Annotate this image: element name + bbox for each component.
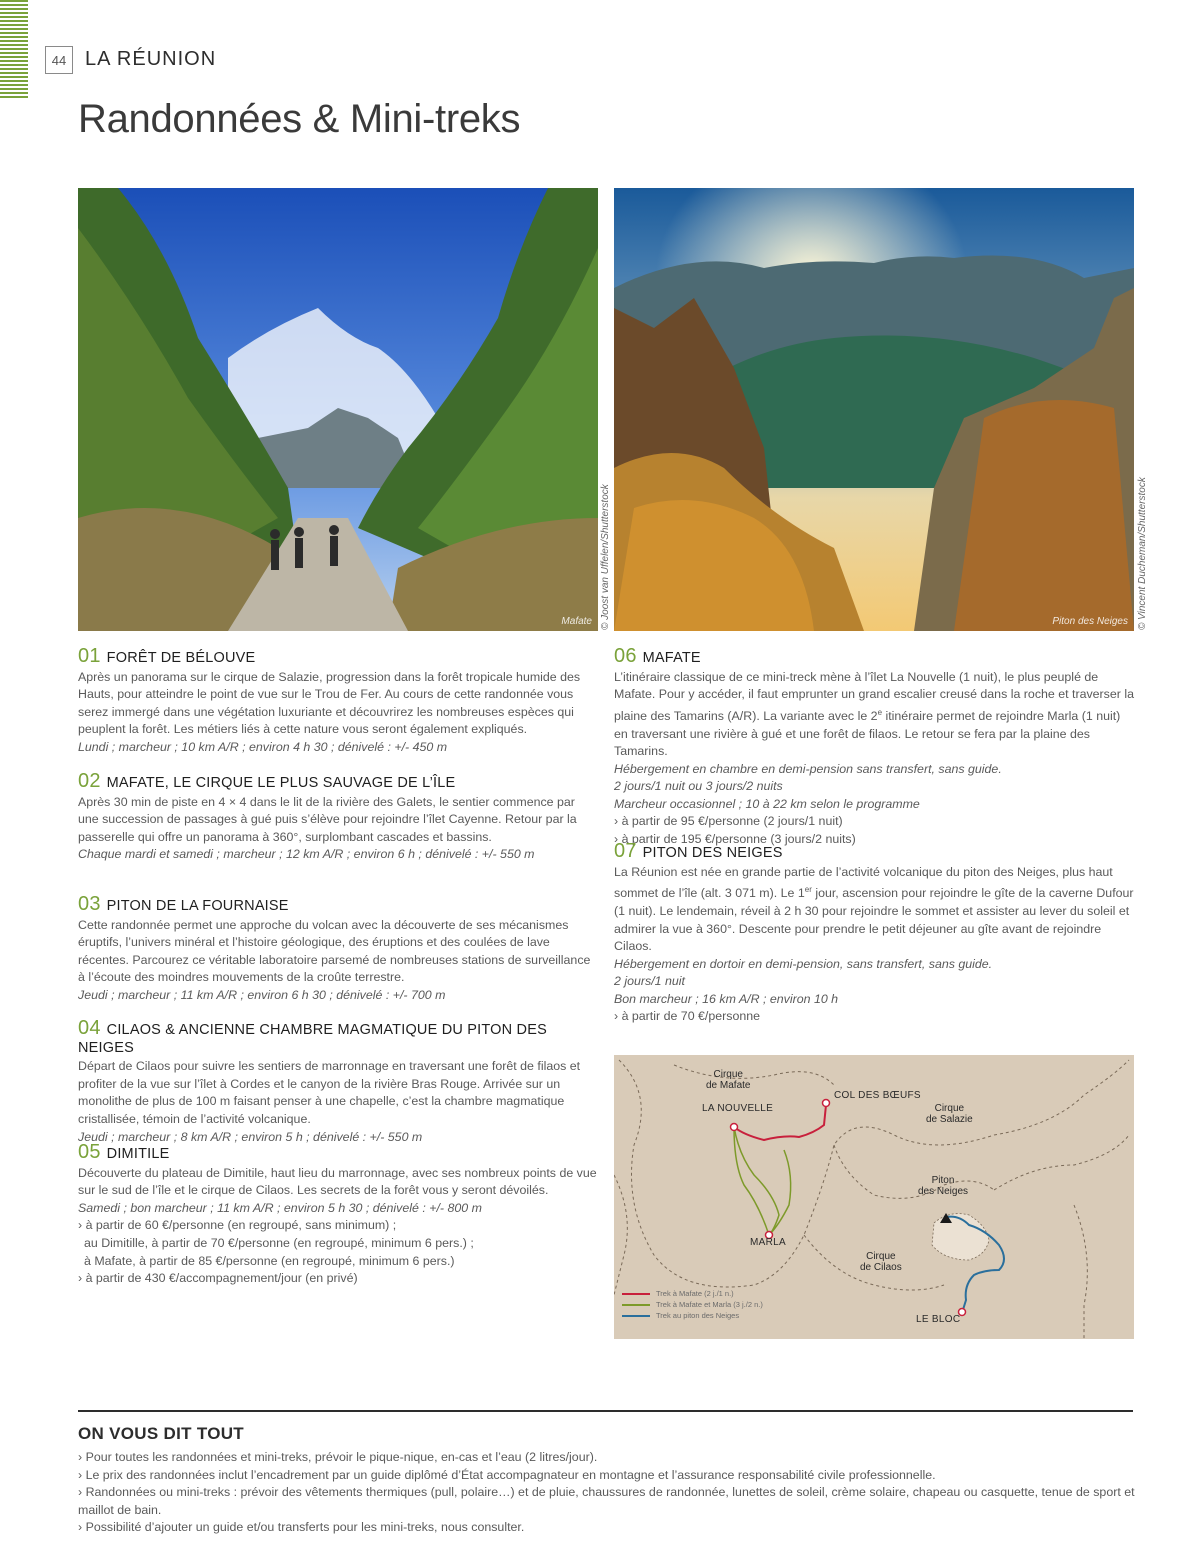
piton-des-neiges-landscape-image <box>614 188 1134 631</box>
trek-details: Hébergement en chambre en demi-pension sans transfert, sans guide. <box>614 761 1002 776</box>
trek-title <box>78 1017 598 1057</box>
price-list <box>78 1217 598 1287</box>
price-item: › à partir de 195 €/personne (3 jours/2 nuits) <box>614 832 856 847</box>
trek-details: Jeudi ; marcheur ; 11 km A/R ; environ 6 h 30 ; dénivelé : +/- 700 m <box>78 987 446 1002</box>
map-label-cirque-cilaos <box>860 1251 902 1273</box>
info-item: › Possibilité d’ajouter un guide et/ou transferts pour les mini-treks, nous consulter. <box>78 1520 525 1535</box>
trek-05 <box>78 1141 598 1288</box>
trek-number: 07 <box>614 840 637 862</box>
trek-details: 2 jours/1 nuit ou 3 jours/2 nuits <box>614 779 783 794</box>
section-divider <box>78 1410 1133 1412</box>
trek-name: PITON DE LA FOURNAISE <box>106 898 289 914</box>
trek-07 <box>614 840 1134 1026</box>
info-title: ON VOUS DIT TOUT <box>78 1424 244 1443</box>
legend-swatch <box>622 1315 650 1317</box>
price-item: › à partir de 430 €/accompagnement/jour (en privé) <box>78 1271 358 1286</box>
trek-title <box>78 645 598 668</box>
legend-swatch <box>622 1304 650 1306</box>
trek-details: Chaque mardi et samedi ; marcheur ; 12 km A/R ; environ 6 h ; dénivelé : +/- 550 m <box>78 847 535 862</box>
trek-description: Après un panorama sur le cirque de Salazie, progression dans la forêt tropicale humide des Hauts, pour atteindre le point de vue sur le Trou de Fer. Au cours de cette randonnée vous serez immergé dans une végétation luxuriante et découvrirez les nombreuses espèces qui peuplent la forêt. Les métiers liés à cette nature vous seront également expliqués. <box>78 669 581 737</box>
label-text: Cirque de Cilaos <box>860 1251 902 1273</box>
map-label-cirque-mafate <box>706 1069 750 1091</box>
trek-name: MAFATE, LE CIRQUE LE PLUS SAUVAGE DE L’ÎLE <box>106 775 456 791</box>
section-title: LA RÉUNION <box>85 48 217 70</box>
price-list <box>614 1008 1134 1026</box>
trek-01 <box>78 645 598 757</box>
info-item: › Le prix des randonnées inclut l’encadrement par un guide diplômé d’État accompagnateur en montagne et l’assurance responsabilité civile professionnelle. <box>78 1467 936 1482</box>
description-part: L’itinéraire classique de ce mini-treck mène à l’îlet La Nouvelle (1 nuit), le plus peuplé de Mafate. Pour y accéder, il faut emprunter un grand escalier creusé dans la roche et traverser la plaine des Tamarins (A/R). La variante avec le 2 <box>614 669 1134 723</box>
trek-06 <box>614 645 1134 849</box>
price-item: › à partir de 60 €/personne (en regroupé, sans minimum) ; <box>78 1218 397 1233</box>
description-part: jour, ascension pour rejoindre le gîte de la caverne Dufour (1 nuit). Le lendemain, réveil à 2 h 30 pour rejoindre le sommet et assister au lever du soleil et admirer la vue à 360°. Descente pour prendre le petit déjeuner au gîte avant de rejoindre Cilaos. <box>614 886 1134 954</box>
trek-details: Bon marcheur ; 16 km A/R ; environ 10 h <box>614 991 839 1006</box>
photo-piton-des-neiges <box>614 188 1134 631</box>
photo-caption: Mafate <box>561 616 592 627</box>
trek-03 <box>78 893 598 1005</box>
label-text: Cirque de Mafate <box>706 1069 751 1091</box>
trek-details: Marcheur occasionnel ; 10 à 22 km selon le programme <box>614 796 920 811</box>
price-item: au Dimitille, à partir de 70 €/personne (en regroupé, minimum 6 pers.) ; <box>84 1235 474 1250</box>
info-item: › Randonnées ou mini-treks : prévoir des vêtements thermiques (pull, polaire…) et de pluie, chaussures de randonnée, lunettes de soleil, crème solaire, chapeau ou casquette, tenue de sport et maillot de bain. <box>78 1485 1135 1517</box>
map-legend <box>622 1288 763 1321</box>
trek-number: 03 <box>78 893 101 915</box>
photo-credit: © Vincent Ducheman/Shutterstock <box>1137 477 1148 630</box>
label-text: Cirque de Salazie <box>926 1103 973 1125</box>
price-item: › à partir de 95 €/personne (2 jours/1 nuit) <box>614 814 843 829</box>
description-part: La Réunion est née en grande partie de l’activité volcanique du piton des Neiges, plus haut sommet de l’île (alt. 3 071 m). Le 1 <box>614 864 1113 901</box>
trek-details: Lundi ; marcheur ; 10 km A/R ; environ 4 h 30 ; dénivelé : +/- 450 m <box>78 739 448 754</box>
info-list <box>78 1449 1158 1537</box>
label-text: Piton des Neiges <box>918 1175 969 1197</box>
trek-name: CILAOS & ANCIENNE CHAMBRE MAGMATIQUE DU PITON DES NEIGES <box>78 1022 547 1056</box>
trek-details: Samedi ; bon marcheur ; 11 km A/R ; environ 5 h 30 ; dénivelé : +/- 800 m <box>78 1200 482 1215</box>
legend-label: Trek au piton des Neiges <box>656 1311 740 1320</box>
legend-item <box>622 1310 763 1321</box>
trek-description: Après 30 min de piste en 4 × 4 dans le lit de la rivière des Galets, le sentier commence par une succession de passages à gué puis s’élève pour rejoindre l’îlet Cayenne. Retour par la passerelle qui offre un panorama à 360°, surplombant cascades et bassins. <box>78 794 577 844</box>
trek-description: Départ de Cilaos pour suivre les sentiers de marronnage en traversant une forêt de filaos et profiter de la vue sur l’îlet à Cordes et le canyon de la rivière Bras Rouge. Arrivée sur un monolithe de plus de 100 m faisant penser à une chapelle, c’est la chambre magmatique cristallisée, témoin de l’activité volcanique. <box>78 1059 581 1126</box>
legend-item <box>622 1299 763 1310</box>
trek-number: 06 <box>614 645 637 667</box>
trek-number: 05 <box>78 1141 101 1163</box>
trek-number: 01 <box>78 645 101 667</box>
legend-swatch <box>622 1293 650 1295</box>
trek-04 <box>78 1017 598 1146</box>
trek-description <box>614 669 1134 761</box>
trek-title <box>78 770 598 793</box>
trek-title <box>78 893 598 916</box>
photo-caption: Piton des Neiges <box>1052 616 1128 627</box>
map-label-le-bloc: LE BLOC <box>916 1314 961 1325</box>
trek-number: 02 <box>78 770 101 792</box>
map-label-piton-des-neiges <box>918 1175 968 1197</box>
price-item: › à partir de 70 €/personne <box>614 1009 761 1024</box>
trek-02 <box>78 770 598 864</box>
legend-label: Trek à Mafate et Marla (3 j./2 n.) <box>656 1300 763 1309</box>
price-item: à Mafate, à partir de 85 €/personne (en regroupé, minimum 6 pers.) <box>84 1253 455 1268</box>
map-label-marla: MARLA <box>750 1237 786 1248</box>
legend-label: Trek à Mafate (2 j./1 n.) <box>656 1289 734 1298</box>
superscript: e <box>877 707 883 717</box>
description-part: itinéraire permet de rejoindre Marla (1 nuit) en traversant une rivière à gué et une forêt de filaos. Le retour se fera par la plaine des Tamarins. <box>614 708 1121 759</box>
superscript: er <box>804 885 812 895</box>
page-number: 44 <box>45 46 73 74</box>
mafate-landscape-image <box>78 188 598 631</box>
map-label-cirque-salazie <box>926 1103 973 1125</box>
trek-name: PITON DES NEIGES <box>642 845 783 861</box>
trek-name: MAFATE <box>642 650 701 666</box>
trek-number: 04 <box>78 1017 101 1039</box>
decorative-stripes <box>0 0 28 98</box>
trek-name: DIMITILE <box>106 1146 170 1162</box>
page-title: Randonnées & Mini-treks <box>78 97 521 141</box>
trek-title <box>78 1141 598 1164</box>
trek-title <box>614 645 1134 668</box>
trek-details: Hébergement en dortoir en demi-pension, sans transfert, sans guide. <box>614 956 993 971</box>
trek-name: FORÊT DE BÉLOUVE <box>106 650 256 666</box>
map-label-la-nouvelle: LA NOUVELLE <box>702 1103 774 1114</box>
trek-map <box>614 1055 1134 1339</box>
map-label-col-des-boeufs: COL DES BŒUFS <box>834 1090 921 1101</box>
info-item: › Pour toutes les randonnées et mini-treks, prévoir le pique-nique, en-cas et l’eau (2 litres/jour). <box>78 1450 598 1464</box>
trek-description <box>614 864 1134 956</box>
trek-details: Jeudi ; marcheur ; 8 km A/R ; environ 5 h ; dénivelé : +/- 550 m <box>78 1129 423 1144</box>
trek-title <box>614 840 1134 863</box>
photo-mafate <box>78 188 598 631</box>
trek-details: 2 jours/1 nuit <box>614 974 685 989</box>
trek-description: Découverte du plateau de Dimitile, haut lieu du marronnage, avec ses nombreux points de vue sur le sud de l’île et le cirque de Cilaos. Les secrets de la forêt vous y seront dévoilés. <box>78 1165 597 1198</box>
photo-credit: © Joost van Uffelen/Shutterstock <box>600 484 611 630</box>
legend-item <box>622 1288 763 1299</box>
trek-description: Cette randonnée permet une approche du volcan avec la découverte de ses mécanismes éruptifs, l’univers minéral et l’histoire géologique, des éruptions et des coulées de lave récentes. Parcourez ce véritable laboratoire parsemé de nombreuses stations de surveillance à l’écoute des moindres mouvements de la croûte terrestre. <box>78 917 591 985</box>
